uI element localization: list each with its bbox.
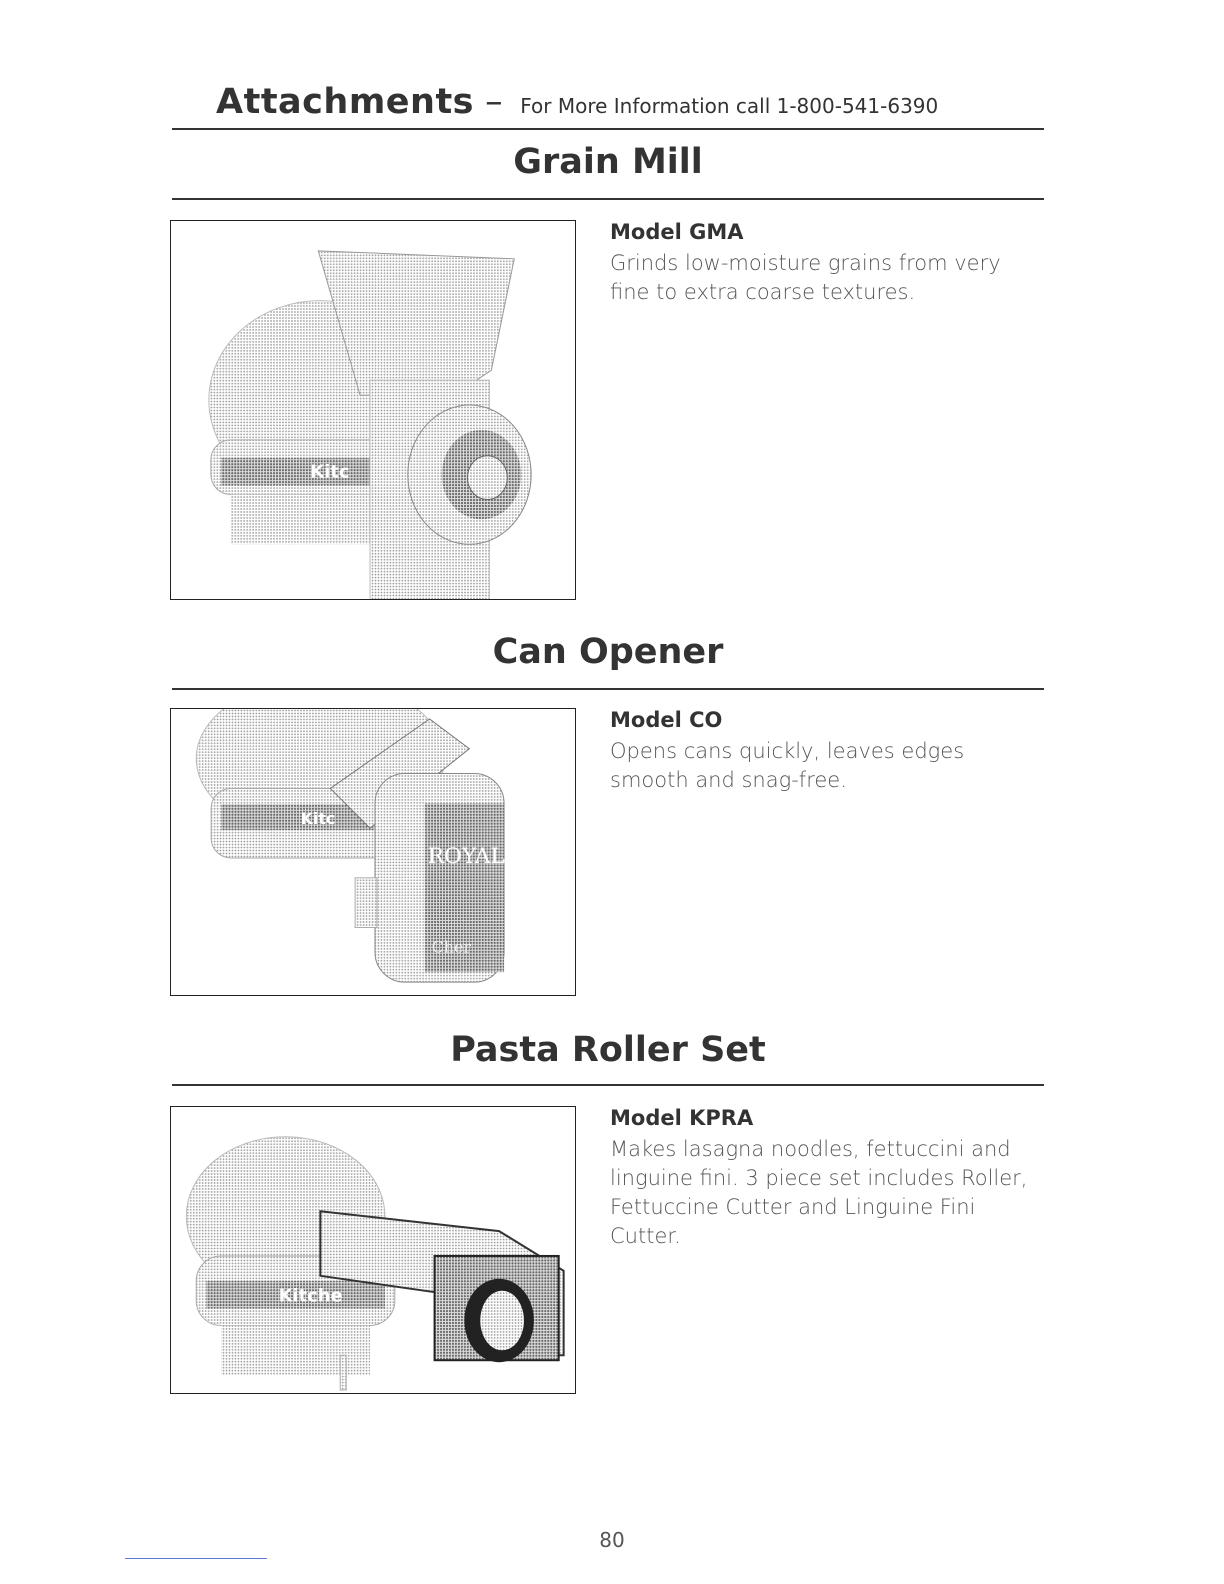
header-info: For More Information call 1-800-541-6390 — [520, 94, 939, 118]
grain-mill-image — [170, 220, 576, 600]
can-opener-model: Model CO — [610, 708, 723, 732]
can-label-text-2: Cher — [431, 937, 471, 957]
header-title: Attachments — [216, 82, 475, 122]
can-opener-image — [170, 708, 576, 996]
grain-mill-model: Model GMA — [610, 220, 744, 244]
grain-mill-illustration — [171, 221, 575, 599]
can-opener-illustration — [171, 709, 575, 995]
pasta-roller-description: Makes lasagna noodles, fettuccini and linguine fini. 3 piece set includes Roller, Fettuccine Cutter and Linguine Fini Cutter. — [610, 1137, 1028, 1248]
section-title-grain-mill: Grain Mill — [172, 142, 1044, 200]
page-number: 80 — [599, 1528, 625, 1552]
footer-link-line — [125, 1558, 267, 1559]
section-title-pasta-roller: Pasta Roller Set — [172, 1030, 1044, 1086]
grain-mill-brand-text: Kitc — [310, 461, 350, 483]
header-dash: – — [485, 82, 504, 122]
pasta-roller-illustration — [171, 1107, 575, 1393]
can-label-text: ROYAL — [427, 843, 505, 869]
section-title-can-opener: Can Opener — [172, 632, 1044, 690]
pasta-roller-model: Model KPRA — [610, 1106, 754, 1130]
page-header — [172, 78, 1044, 130]
pasta-roller-brand-text: Kitche — [278, 1285, 343, 1307]
can-opener-description: Opens cans quickly, leaves edges smooth and snag-free. — [610, 739, 965, 792]
can-opener-brand-text: Kitc — [300, 809, 336, 829]
grain-mill-description: Grinds low-moisture grains from very fine to extra coarse textures. — [610, 251, 1001, 304]
pasta-roller-image — [170, 1106, 576, 1394]
